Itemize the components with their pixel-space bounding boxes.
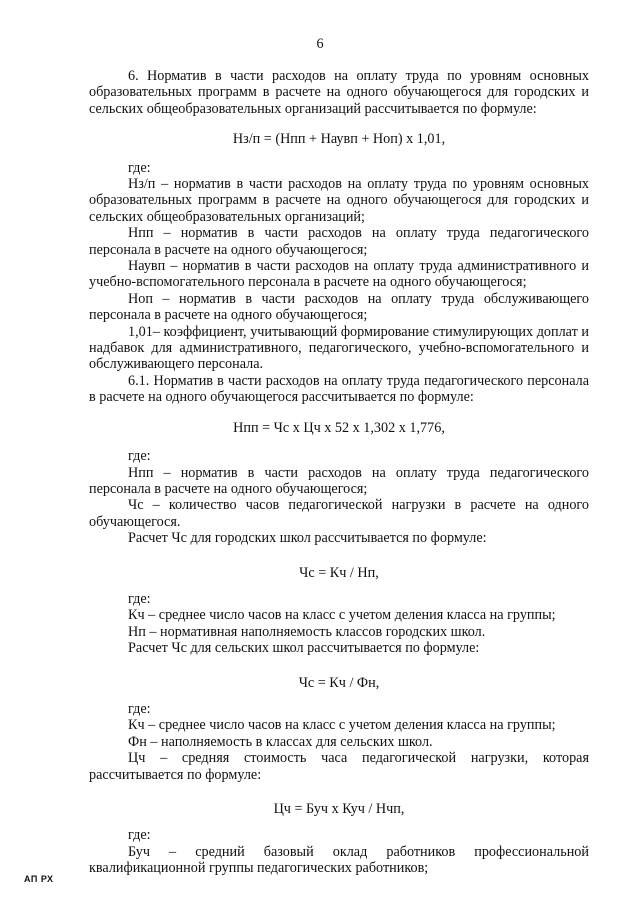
definition-kch: Кч – среднее число часов на класс с учетом деления класса на группы;: [128, 607, 556, 624]
definition-buch: Буч – средний базовый оклад работников профессиональной квалификационной группы педагогических работников;: [89, 843, 589, 877]
where-label: где:: [128, 700, 151, 717]
where-label: где:: [128, 448, 151, 465]
definition-kch-2: Кч – среднее число часов на класс с учетом деления класса на группы;: [128, 717, 556, 734]
page-number: 6: [316, 36, 324, 52]
document-body: [89, 68, 589, 877]
definition-nauvp: Наувп – норматив в части расходов на оплату труда административного и учебно-вспомогательного персонала в расчете на одного обучающегося;: [89, 258, 589, 291]
definition-coefficient: 1,01– коэффициент, учитывающий формирование стимулирующих доплат и надбавок для административного, педагогического, учебно-вспомогательного и обслуживающего персонала.: [89, 323, 589, 373]
definition-npp: Нпп – норматив в части расходов на оплату труда педагогического персонала в расчете на одного обучающегося;: [89, 225, 589, 258]
formula-npp: Нпп = Чс х Цч х 52 х 1,302 х 1,776,: [233, 419, 445, 436]
definition-np: Нп – нормативная наполняемость классов городских школ.: [128, 623, 486, 640]
definition-nop: Ноп – норматив в части расходов на оплату труда обслуживающего персонала в расчете на одного обучающегося;: [89, 290, 589, 324]
definition-nzp: Нз/п – норматив в части расходов на оплату труда по уровням основных образовательных программ в расчете на одного обучающегося для городских и сельских общеобразовательных организаций;: [89, 176, 589, 225]
where-label: где:: [128, 590, 151, 607]
definition-npp-2: Нпп – норматив в части расходов на оплату труда педагогического персонала в расчете на одного обучающегося;: [89, 464, 589, 497]
formula-nzp: Нз/п = (Нпп + Наувп + Нoп) х 1,01,: [232, 131, 446, 148]
where-label: где:: [128, 827, 151, 844]
paragraph-6-1: 6.1. Норматив в части расходов на оплату труда педагогического персонала в расчете на одного обучающегося рассчитывается по формуле:: [89, 372, 589, 406]
paragraph-6: 6. Норматив в части расходов на оплату труда по уровням основных образовательных программ в расчете на одного обучающегося для городских и сельских общеобразовательных организаций рассчитывается по формуле:: [89, 68, 589, 117]
definition-chs: Чс – количество часов педагогической нагрузки в расчете на одного обучающегося.: [89, 497, 589, 530]
where-label: где:: [128, 159, 151, 176]
footer-stamp: АП РХ: [24, 874, 54, 884]
chs-rural-intro: Расчет Чс для сельских школ рассчитывается по формуле:: [128, 640, 480, 657]
formula-tsch: Цч = Буч х Куч / Нчп,: [273, 800, 405, 817]
formula-chs-rural: Чс = Кч / Фн,: [298, 674, 380, 691]
chs-city-intro: Расчет Чс для городских школ рассчитывается по формуле:: [128, 530, 487, 547]
definition-tsch: Цч – средняя стоимость часа педагогической нагрузки, которая рассчитывается по формуле:: [89, 750, 589, 783]
definition-fn: Фн – наполняемость в классах для сельских школ.: [128, 733, 433, 750]
formula-chs-city: Чс = Кч / Нп,: [299, 564, 379, 581]
